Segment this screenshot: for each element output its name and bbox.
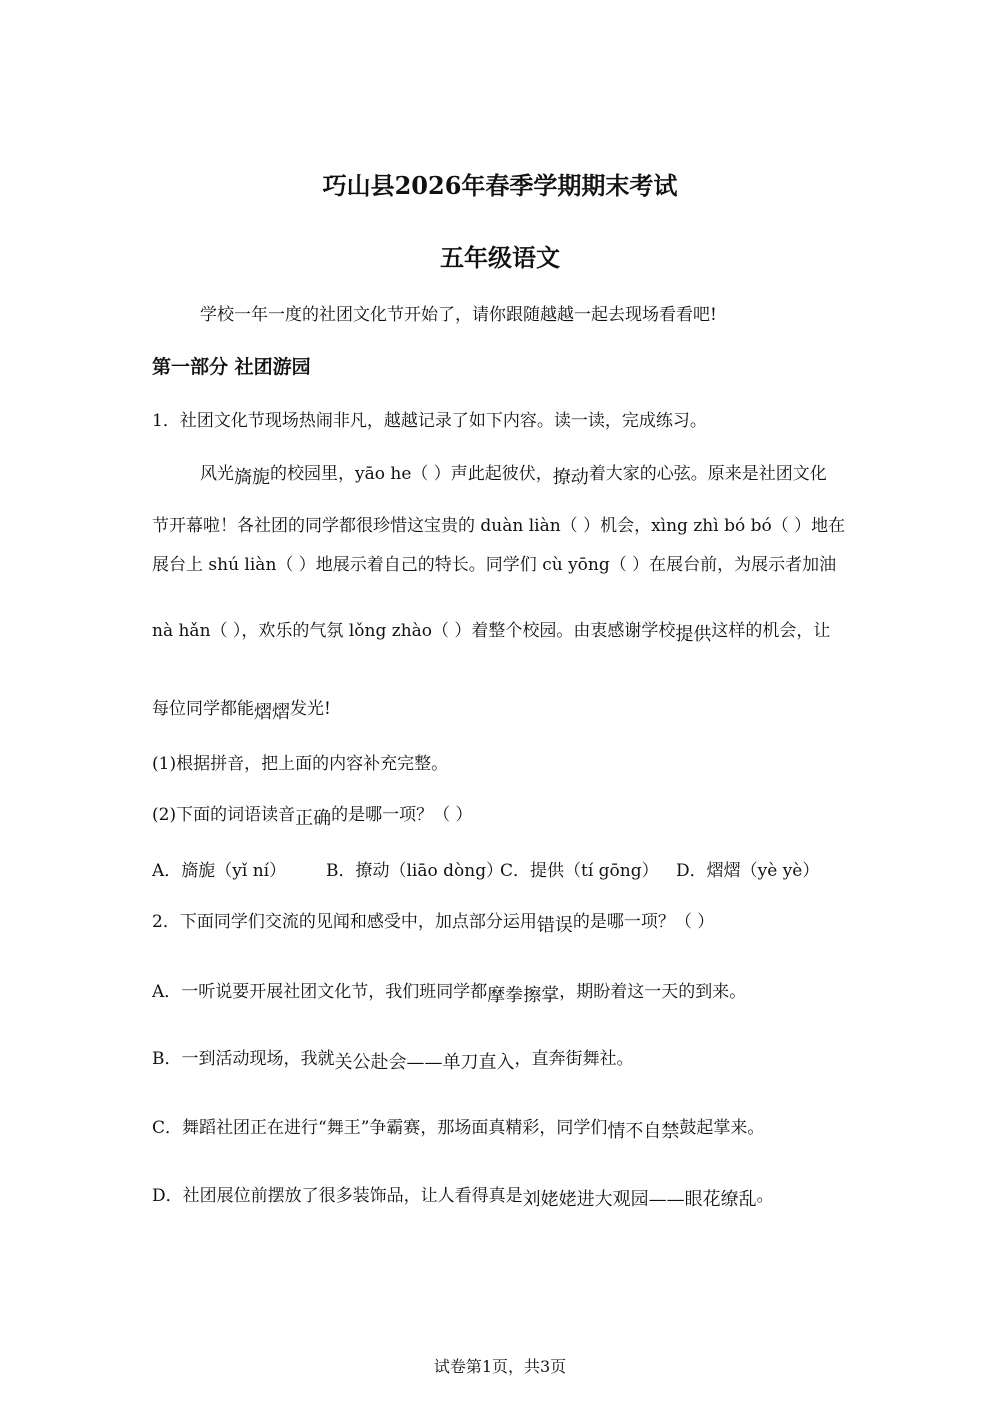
sub-question-1: (1)根据拼音，把上面的内容补充完整。 (152, 754, 449, 774)
emphasized-word: 撩动 (552, 467, 589, 488)
q2-option-d[interactable] (152, 1185, 774, 1210)
option-text: ，直奔街舞社。 (514, 1049, 634, 1069)
passage-text: 风光 (200, 464, 234, 484)
passage-line-1 (200, 463, 827, 488)
passage-line-4 (152, 620, 831, 645)
exam-title: 巧山县2026年春季学期期末考试 (322, 171, 678, 200)
question-text: 的是哪一项？（ ） (331, 805, 473, 825)
emphasized-word: 旖旎 (234, 467, 270, 488)
option-text: C．舞蹈社团正在进行“舞王”争霸赛，那场面真精彩，同学们 (152, 1118, 608, 1138)
question-text: 2．下面同学们交流的见闻和感受中，加点部分运用 (152, 912, 537, 932)
option-text: B．一到活动现场，我就 (152, 1049, 335, 1069)
passage-text: 发光! (290, 699, 331, 719)
passage-text: nà hǎn（ ），欢乐的气氛 lǒng zhào（ ）着整个校园。由衷感谢学校 (152, 621, 676, 641)
emphasized-word: 情不自禁 (607, 1121, 680, 1142)
option-b[interactable]: B．撩动（liāo dòng） (326, 861, 504, 881)
option-text: ，期盼着这一天的到来。 (559, 982, 747, 1002)
emphasized-word: 熠熠 (254, 702, 290, 723)
emphasized-word: 关公赴会——单刀直入 (334, 1052, 515, 1073)
passage-line-2: 节开幕啦！各社团的同学都很珍惜这宝贵的 duàn liàn（ ）机会，xìng zhì bó bó（ ）地在 (152, 516, 846, 536)
passage-line-3: 展台上 shú liàn（ ）地展示着自己的特长。同学们 cù yōng（ ）在展台前，为展示者加油 (152, 555, 837, 575)
question-2-stem (152, 911, 715, 936)
passage-line-5 (152, 698, 331, 723)
question-text: 的是哪一项？（ ） (572, 912, 715, 932)
passage-text: 的校园里，yāo he（ ）声此起彼伏， (270, 464, 553, 484)
passage-text: 着大家的心弦。原来是社团文化 (588, 464, 827, 484)
option-text: A．一听说要开展社团文化节，我们班同学都 (152, 982, 488, 1002)
exam-subtitle: 五年级语文 (440, 243, 560, 272)
passage-text: 这样的机会，让 (711, 621, 831, 641)
q2-option-b[interactable] (152, 1048, 634, 1073)
page-footer: 试卷第1页，共3页 (433, 1357, 567, 1376)
option-text: 。 (756, 1186, 774, 1206)
option-c[interactable]: C．提供（tí gōng） (500, 861, 659, 881)
option-text: D．社团展位前摆放了很多装饰品，让人看得真是 (152, 1186, 523, 1206)
question-text: (2)下面的词语读音 (152, 805, 296, 825)
option-d[interactable]: D．熠熠（yè yè） (676, 861, 820, 881)
passage-text: 每位同学都能 (152, 699, 254, 719)
part-heading: 第一部分 社团游园 (152, 356, 311, 378)
emphasized-word: 错误 (536, 915, 573, 936)
option-a[interactable]: A．旖旎（yǐ ní） (152, 861, 287, 881)
emphasized-word: 摩拳擦掌 (487, 985, 560, 1006)
q2-option-c[interactable] (152, 1117, 765, 1142)
intro-text: 学校一年一度的社团文化节开始了，请你跟随越越一起去现场看看吧! (200, 305, 717, 325)
emphasized-word: 刘姥姥进大观园——眼花缭乱 (522, 1189, 757, 1210)
sub-question-2 (152, 804, 473, 829)
emphasized-word: 提供 (675, 624, 712, 645)
emphasized-word: 正确 (295, 808, 332, 829)
question-1-stem: 1．社团文化节现场热闹非凡，越越记录了如下内容。读一读，完成练习。 (152, 411, 707, 431)
q2-option-a[interactable] (152, 981, 747, 1006)
option-text: 鼓起掌来。 (679, 1118, 765, 1138)
